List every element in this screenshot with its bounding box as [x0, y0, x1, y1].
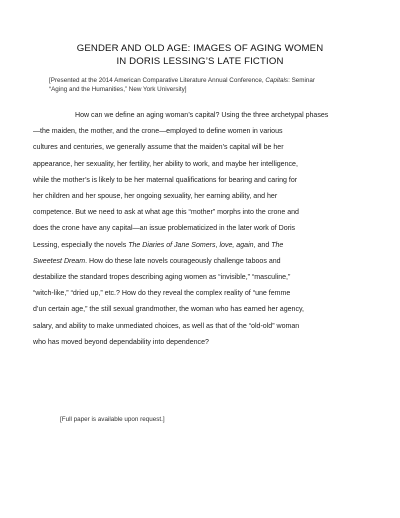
presentation-note-text: [Presented at the 2014 American Comparative Literature Annual Conference, [49, 77, 266, 84]
abstract-text: How can we define an aging woman’s capital? Using the three archetypal phases [75, 112, 329, 119]
document-title-line-2: IN DORIS LESSING’S LATE FICTION [116, 56, 284, 67]
italic-title-text: love, again [219, 241, 254, 249]
abstract-line [33, 286, 378, 302]
abstract-line [33, 140, 378, 156]
abstract-line [33, 221, 378, 237]
abstract-line [33, 189, 378, 205]
document-title-line-1: GENDER AND OLD AGE: IMAGES OF AGING WOMEN [76, 43, 324, 54]
abstract-text: “witch-like,” “dried up,” etc.? How do they reveal the complex reality of “une femme [33, 290, 291, 298]
abstract-text: appearance, her sexuality, her fertility, her ability to work, and maybe her intelligence, [33, 160, 298, 168]
italic-title-text: The Diaries of Jane Somers [128, 241, 216, 249]
presentation-note-emphasis: Capitals [265, 77, 289, 84]
abstract-text: d’un certain age,” the still sexual grandmother, the woman who has earned her agency, [33, 306, 304, 314]
abstract-text: . How do these late novels courageously challenge taboos and [85, 257, 281, 265]
abstract-paragraph [33, 108, 378, 351]
abstract-text: does the crone have any capital—an issue problematicized in the later work of Doris [33, 225, 296, 233]
abstract-line [33, 270, 378, 286]
abstract-line [33, 254, 378, 270]
abstract-text: her children and her spouse, her ongoing sexuality, her earning ability, and her [33, 193, 278, 201]
abstract-text: competence. But we need to ask at what age this “mother” morphs into the crone and [33, 209, 299, 217]
availability-note: [Full paper is available upon request.] [60, 416, 165, 423]
abstract-text: salary, and ability to make unmediated choices, as well as that of the “old-old” woman [33, 322, 300, 330]
abstract-line [33, 108, 378, 124]
abstract-line [33, 302, 378, 318]
abstract-text: who has moved beyond dependability into dependence? [33, 338, 209, 346]
abstract-text: Lessing, especially the novels [33, 241, 129, 249]
abstract-line [33, 157, 378, 173]
abstract-text: cultures and centuries, we generally assume that the maiden’s capital will be her [33, 144, 284, 152]
presentation-note-line-2: “Aging and the Humanities,” New York University] [49, 86, 187, 93]
abstract-line [33, 319, 378, 335]
abstract-text: destabilize the standard tropes describing aging women as “invisible,” “masculine,” [33, 274, 291, 282]
abstract-text: , [215, 241, 220, 249]
abstract-line [33, 238, 378, 254]
abstract-line [33, 124, 378, 140]
abstract-line [33, 173, 378, 189]
italic-title-text: The [271, 241, 284, 249]
abstract-line [33, 335, 378, 351]
presentation-note-text: : Seminar [288, 77, 316, 84]
presentation-note-line-1 [49, 76, 369, 85]
abstract-text: , and [253, 241, 272, 249]
italic-title-text: Sweetest Dream [33, 257, 86, 265]
abstract-text: —the maiden, the mother, and the crone—employed to define women in various [33, 128, 283, 136]
abstract-text: while the mother’s is likely to be her maternal qualifications for bearing and caring for [33, 176, 298, 184]
abstract-line [33, 205, 378, 221]
